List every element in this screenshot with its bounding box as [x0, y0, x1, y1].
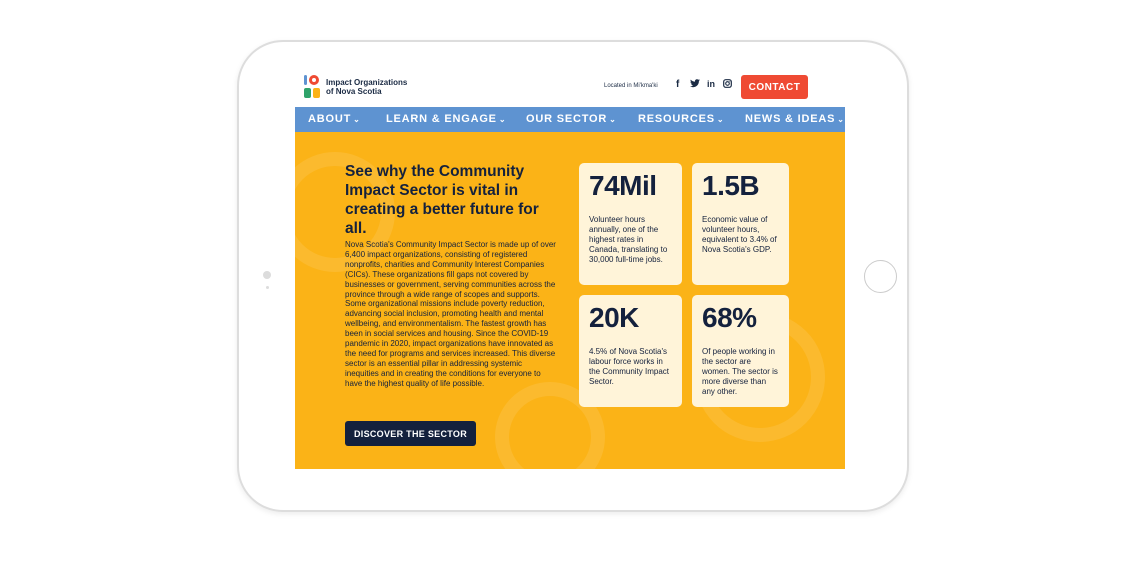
nav-item-about[interactable]: ABOUT ⌄ — [308, 113, 361, 125]
twitter-icon[interactable] — [690, 79, 700, 91]
chevron-down-icon: ⌄ — [609, 115, 617, 124]
chevron-down-icon: ⌄ — [837, 115, 845, 124]
site-logo[interactable] — [304, 75, 416, 99]
stat-card — [579, 163, 682, 285]
logo-mark-icon — [304, 75, 321, 99]
nav-item-learn-engage[interactable]: LEARN & ENGAGE ⌄ — [386, 113, 507, 125]
nav-item-our-sector[interactable]: OUR SECTOR ⌄ — [526, 113, 617, 125]
website-screen — [295, 67, 845, 469]
site-header — [295, 67, 845, 107]
stat-value: 1.5B — [702, 170, 760, 201]
stat-value: 20K — [589, 302, 639, 333]
tablet-sensor — [266, 286, 269, 289]
contact-button[interactable]: CONTACT — [741, 75, 808, 99]
instagram-icon[interactable] — [723, 79, 732, 91]
stat-value: 74Mil — [589, 170, 657, 201]
stat-card — [692, 163, 789, 285]
chevron-down-icon: ⌄ — [498, 115, 507, 124]
chevron-down-icon: ⌄ — [353, 115, 361, 124]
facebook-icon[interactable]: f — [676, 79, 680, 90]
nav-item-resources[interactable]: RESOURCES ⌄ — [638, 113, 725, 125]
stat-value: 68% — [702, 302, 757, 333]
linkedin-icon[interactable]: in — [707, 79, 715, 89]
stat-description: Economic value of volunteer hours, equivalent to 3.4% of Nova Scotia's GDP. — [702, 215, 777, 254]
hero-section — [295, 132, 845, 469]
discover-sector-button[interactable]: DISCOVER THE SECTOR — [345, 421, 476, 446]
nav-item-news-ideas[interactable]: NEWS & IDEAS ⌄ — [745, 113, 845, 125]
hero-body-text: Nova Scotia's Community Impact Sector is made up of over 6,400 impact organizations, consisting of registered nonprofits, charities and Community Interest Companies (CICs). These organizations fill gaps not covered by businesses or government, serving communities across the province through a wide range of scopes and supports. Some organizational missions include poverty reduction, advancing social inclusion, promoting health and mental wellbeing, and environmentalism. The fastest growth has been in social services and housing. Since the COVID-19 pandemic in 2020, impact organizations have innovated as the need for programs and services increased. This diverse sector is an essential pillar in addressing systemic inequities and in creating the conditions for everyone to have the highest quality of life possible. — [345, 240, 556, 388]
tablet-home-button — [864, 260, 897, 293]
stat-description: Of people working in the sector are women. The sector is more diverse than any other. — [702, 347, 778, 396]
location-text: Located in Mi'kma'ki — [604, 83, 658, 89]
stat-card — [579, 295, 682, 407]
chevron-down-icon: ⌄ — [716, 115, 725, 124]
logo-text: Impact Organizations of Nova Scotia — [326, 78, 408, 96]
main-navigation — [295, 107, 845, 132]
hero-headline: See why the Community Impact Sector is vital in creating a better future for all. — [345, 163, 539, 237]
tablet-camera — [263, 271, 271, 279]
stat-description: Volunteer hours annually, one of the highest rates in Canada, translating to 30,000 full-time jobs. — [589, 215, 668, 264]
stat-card — [692, 295, 789, 407]
stat-description: 4.5% of Nova Scotia's labour force works in the Community Impact Sector. — [589, 347, 670, 386]
